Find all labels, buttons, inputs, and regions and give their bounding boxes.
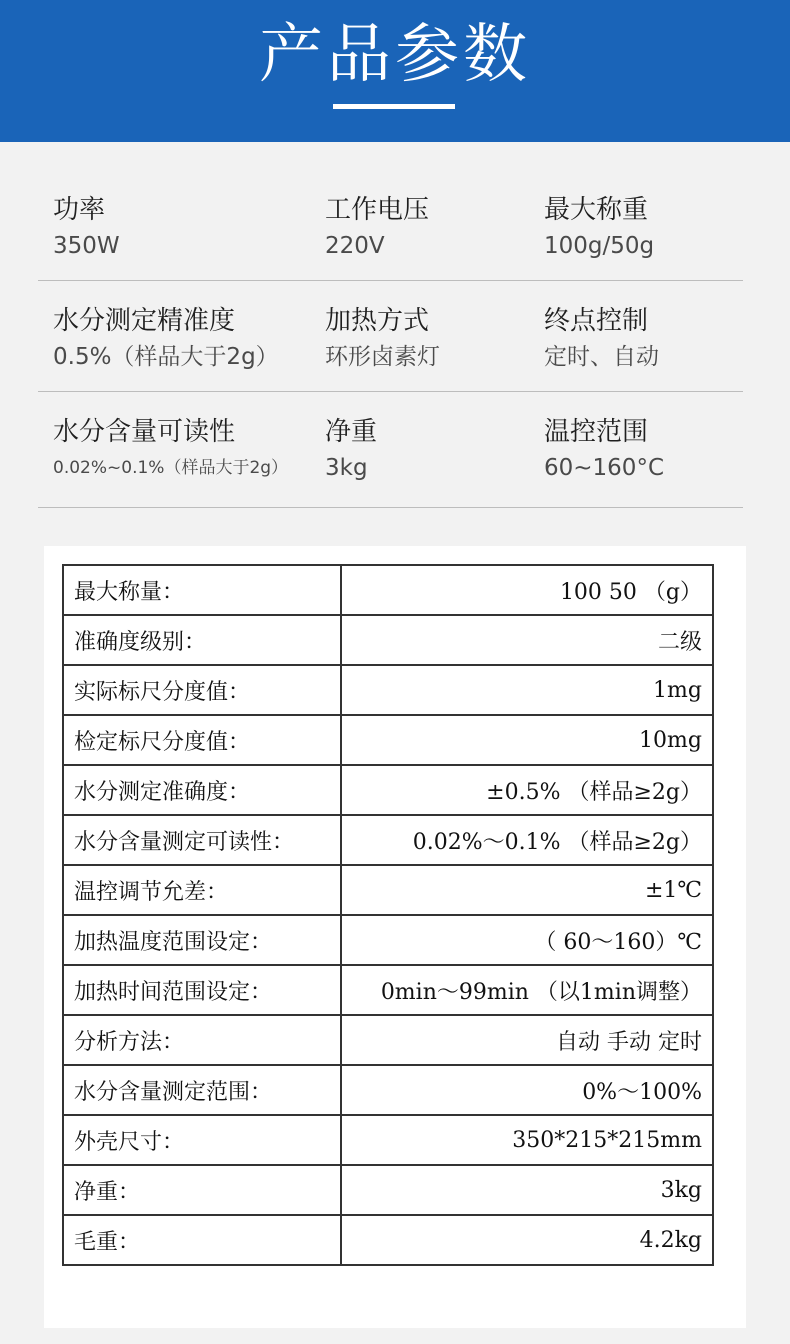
param-key: 净重： — [63, 1165, 341, 1215]
spec-label: 终点控制 — [544, 306, 649, 336]
spec-row — [38, 170, 743, 281]
param-value: （ 60～160）℃ — [341, 915, 713, 965]
spec-item-power — [53, 192, 120, 264]
param-value: 100 50 （g） — [341, 565, 713, 615]
spec-value: 0.5%（样品大于2g） — [53, 344, 279, 370]
spec-item-moisture-accuracy — [53, 303, 279, 375]
spec-label: 加热方式 — [325, 306, 430, 336]
param-value: 0%～100% — [341, 1065, 713, 1115]
table-row — [63, 565, 713, 615]
spec-value: 定时、自动 — [544, 344, 659, 370]
param-key: 实际标尺分度值： — [63, 665, 341, 715]
spec-label: 水分测定精准度 — [53, 306, 236, 336]
spec-label: 温控范围 — [544, 417, 649, 447]
table-row — [63, 965, 713, 1015]
spec-item-endpoint-control — [544, 303, 659, 375]
table-row — [63, 1065, 713, 1115]
table-row — [63, 1015, 713, 1065]
spec-value: 3kg — [325, 455, 368, 481]
parameter-table-panel — [44, 546, 746, 1328]
param-key: 加热时间范围设定： — [63, 965, 341, 1015]
table-row — [63, 815, 713, 865]
table-row — [63, 665, 713, 715]
param-value: ±0.5% （样品≥2g） — [341, 765, 713, 815]
param-value: 二级 — [341, 615, 713, 665]
spec-label: 工作电压 — [325, 195, 430, 225]
spec-label: 最大称重 — [544, 195, 649, 225]
param-key: 外壳尺寸： — [63, 1115, 341, 1165]
spec-row — [38, 392, 743, 508]
spec-item-moisture-readability — [53, 414, 288, 486]
param-key: 加热温度范围设定： — [63, 915, 341, 965]
table-row — [63, 1115, 713, 1165]
spec-value: 环形卤素灯 — [325, 344, 440, 370]
param-value: 0min～99min （以1min调整） — [341, 965, 713, 1015]
spec-item-max-weight — [544, 192, 654, 264]
page-title: 产品参数 — [259, 18, 531, 92]
table-row — [63, 1165, 713, 1215]
spec-summary-grid — [38, 170, 743, 508]
table-row — [63, 915, 713, 965]
spec-label: 水分含量可读性 — [53, 417, 236, 447]
spec-item-temp-range — [544, 414, 664, 486]
param-key: 水分测定准确度： — [63, 765, 341, 815]
table-row — [63, 765, 713, 815]
spec-label: 功率 — [53, 195, 106, 225]
param-value: 1mg — [341, 665, 713, 715]
param-key: 水分含量测定范围： — [63, 1065, 341, 1115]
spec-value: 220V — [325, 233, 385, 259]
param-value: 自动 手动 定时 — [341, 1015, 713, 1065]
param-value: ±1℃ — [341, 865, 713, 915]
param-key: 准确度级别： — [63, 615, 341, 665]
table-row — [63, 865, 713, 915]
param-value: 10mg — [341, 715, 713, 765]
parameter-table — [62, 564, 714, 1266]
spec-item-heating-method — [325, 303, 440, 375]
param-key: 分析方法： — [63, 1015, 341, 1065]
param-value: 350*215*215mm — [341, 1115, 713, 1165]
spec-item-net-weight — [325, 414, 377, 486]
spec-value: 60~160°C — [544, 455, 664, 481]
param-key: 毛重： — [63, 1215, 341, 1265]
param-key: 温控调节允差： — [63, 865, 341, 915]
param-key: 检定标尺分度值： — [63, 715, 341, 765]
param-value: 3kg — [341, 1165, 713, 1215]
spec-value: 100g/50g — [544, 233, 655, 259]
title-underline — [333, 104, 455, 109]
param-key: 最大称量： — [63, 565, 341, 615]
param-value: 0.02%～0.1% （样品≥2g） — [341, 815, 713, 865]
spec-row — [38, 281, 743, 392]
header-banner — [0, 0, 790, 142]
table-row — [63, 615, 713, 665]
table-row — [63, 715, 713, 765]
spec-item-voltage — [325, 192, 429, 264]
table-row — [63, 1215, 713, 1265]
param-key: 水分含量测定可读性： — [63, 815, 341, 865]
spec-label: 净重 — [325, 417, 378, 447]
spec-value: 350W — [53, 233, 120, 259]
param-value: 4.2kg — [341, 1215, 713, 1265]
spec-value: 0.02%~0.1%（样品大于2g） — [53, 458, 289, 478]
